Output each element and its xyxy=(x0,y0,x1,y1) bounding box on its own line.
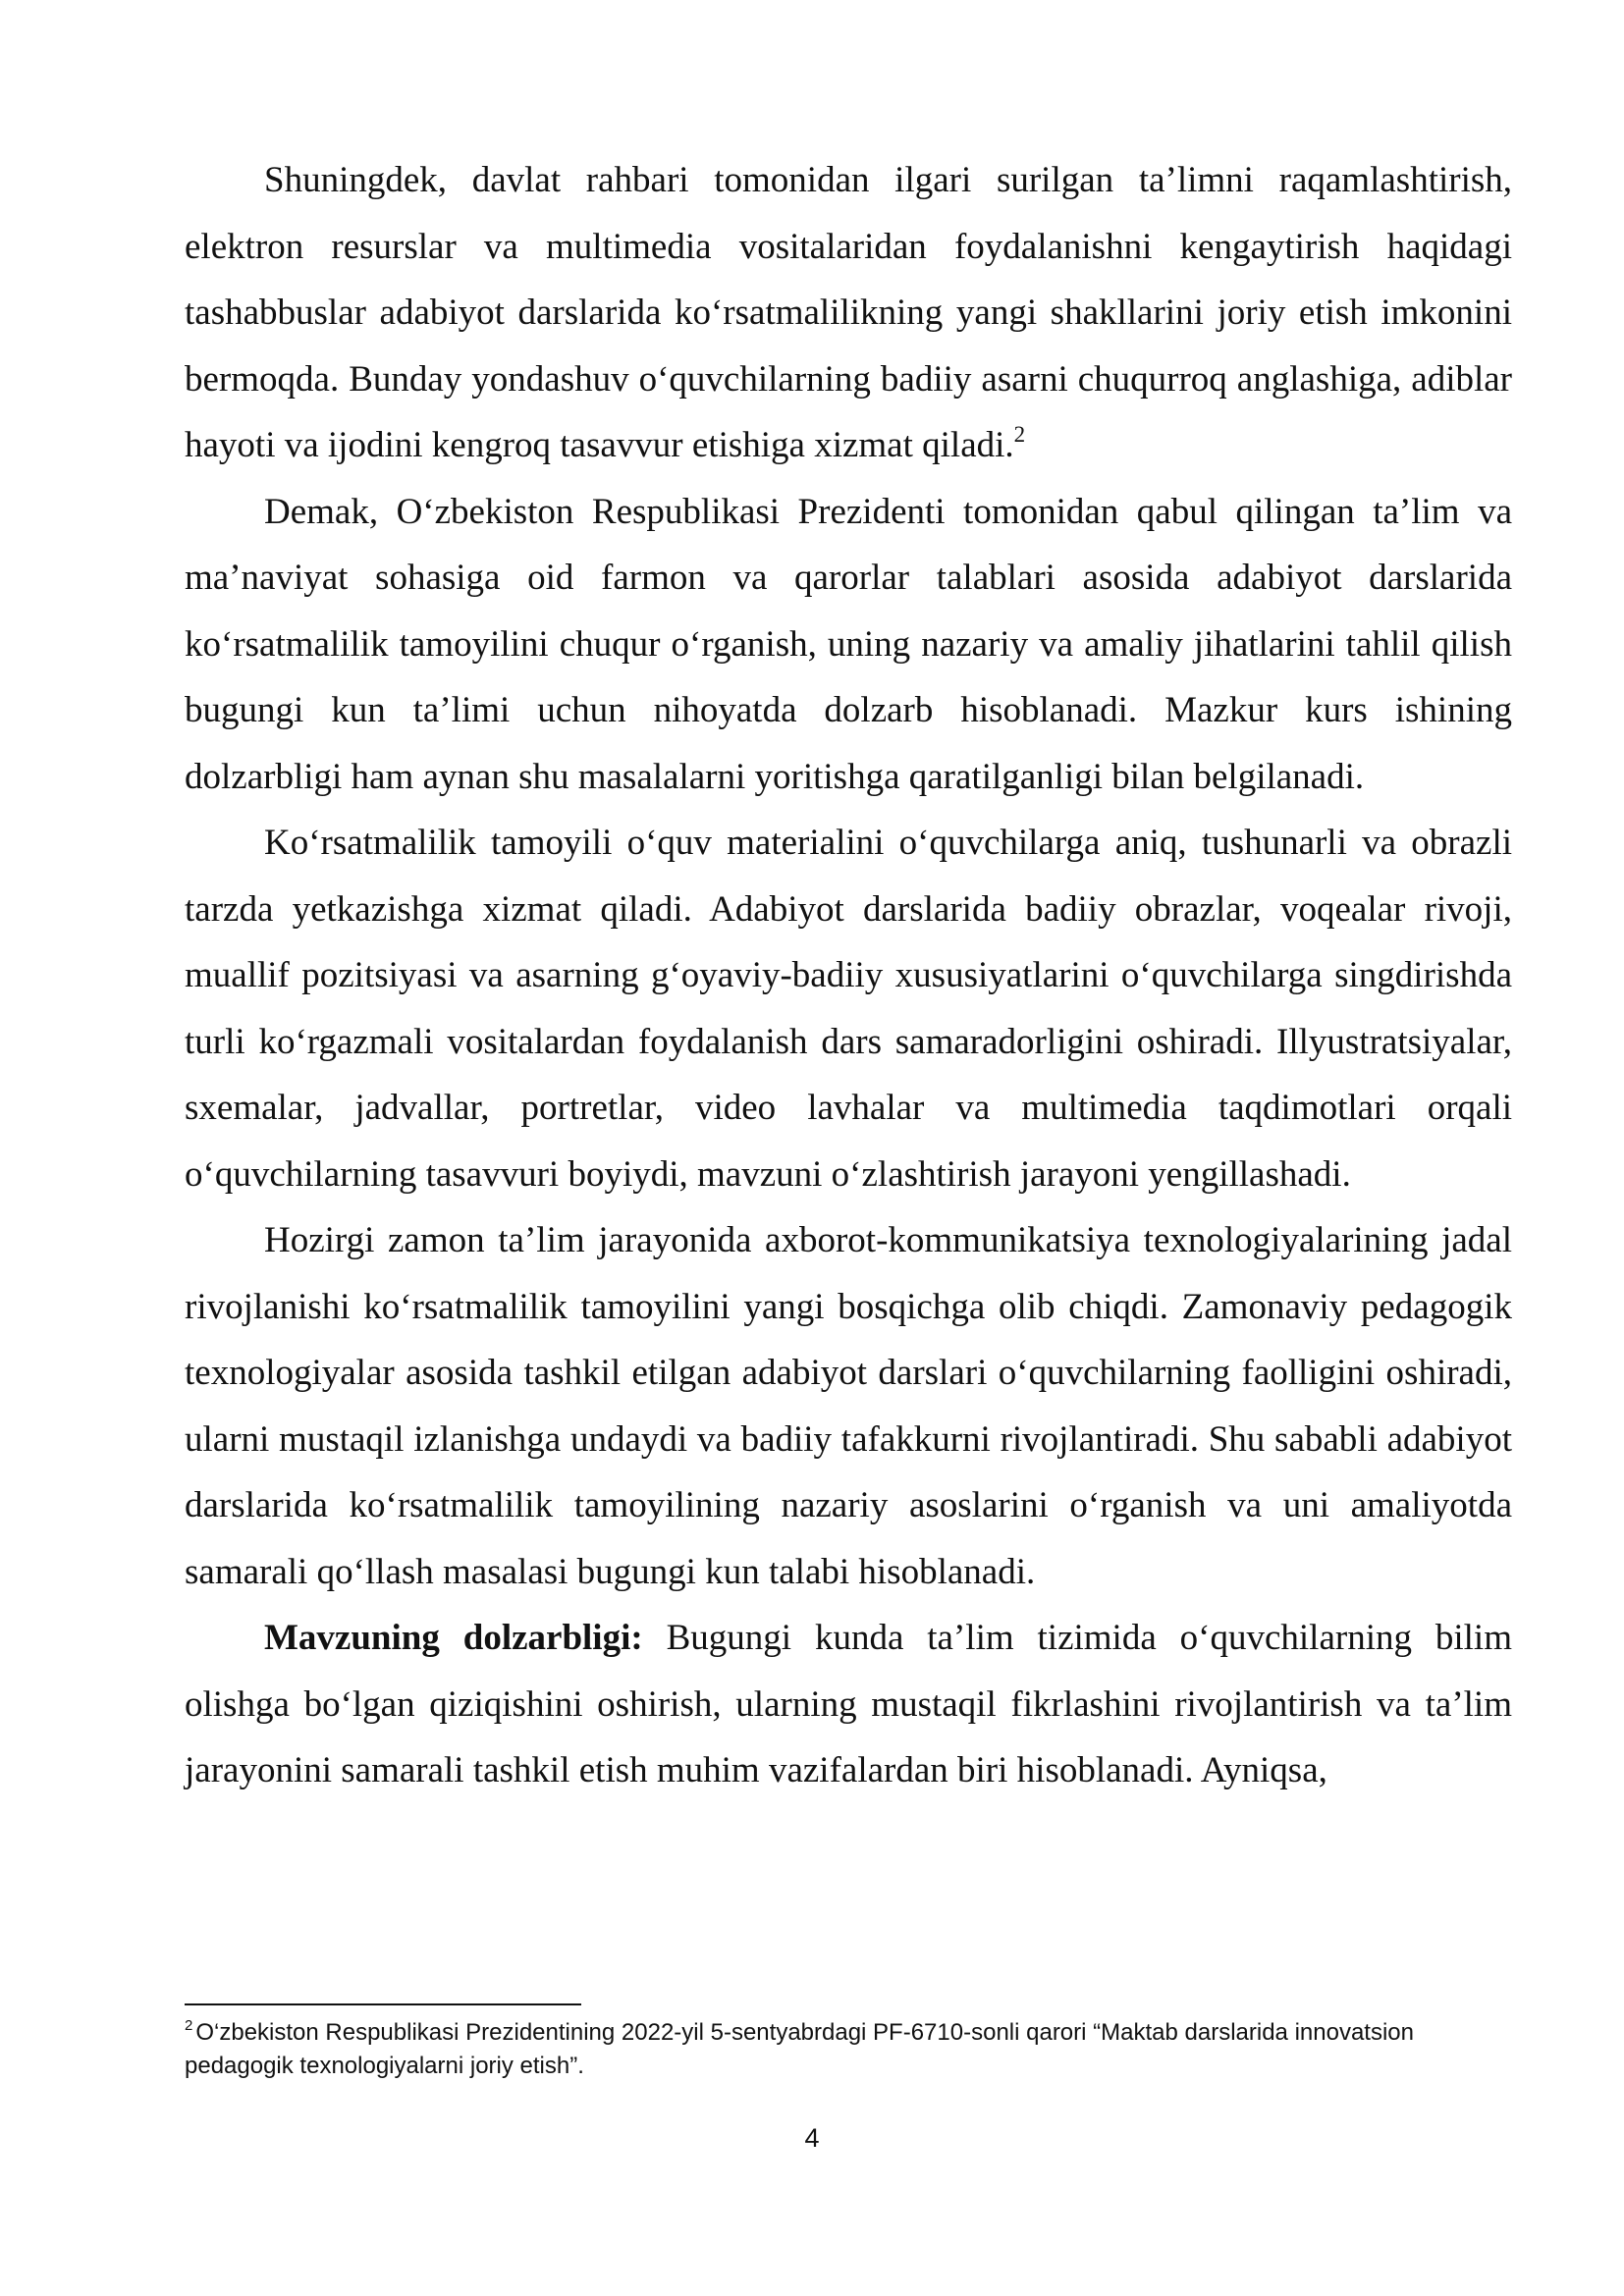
footnote-text: O‘zbekiston Respublikasi Prezidentining 2022-yil 5-sentyabrdagi PF-6710-sonli qarori “Maktab darslarida innovatsion pedagogik texnologiyalarni joriy etish”. xyxy=(185,2019,1414,2079)
footnote-separator xyxy=(185,2003,581,2005)
paragraph-1-text: Shuningdek, davlat rahbari tomonidan ilgari surilgan ta’limni raqamlashtirish, elektron resurslar va multimedia vositalaridan foydalanishni kengaytirish haqidagi tashabbuslar adabiyot darslarida ko‘rsatmalilikning yangi shakllarini joriy etish imkonini bermoqda. Bunday yondashuv o‘quvchilarning badiiy asarni chuqurroq anglashiga, adiblar hayoti va ijodini kengroq tasavvur etishiga xizmat qiladi. xyxy=(185,160,1512,465)
paragraph-4-text: Hozirgi zamon ta’lim jarayonida axborot-kommunikatsiya texnologiyalarining jadal rivojlanishi ko‘rsatmalilik tamoyilini yangi bosqichga olib chiqdi. Zamonaviy pedagogik texnologiyalar asosida tashkil etilgan adabiyot darslari o‘quvchilarning faolligini oshiradi, ularni mustaqil izlanishga undaydi va badiiy tafakkurni rivojlantiradi. Shu sababli adabiyot darslarida ko‘rsatmalilik tamoyilining nazariy asoslarini o‘rganish va uni amaliyotda samarali qo‘llash masalasi bugungi kun talabi hisoblanadi. xyxy=(185,1220,1512,1592)
paragraph-5 xyxy=(185,1605,1512,1804)
paragraph-5-text: Bugungi kunda ta’lim tizimida o‘quvchilarning bilim olishga bo‘lgan qiziqishini oshirish, ularning mustaqil fikrlashini rivojlantirish va ta’lim jarayonini samarali tashkil etish muhim vazifalardan biri hisoblanadi. Ayniqsa, xyxy=(185,1618,1512,1790)
paragraph-3-text: Ko‘rsatmalilik tamoyili o‘quv materialini o‘quvchilarga aniq, tushunarli va obrazli tarzda yetkazishga xizmat qiladi. Adabiyot darslarida badiiy obrazlar, voqealar rivoji, muallif pozitsiyasi va asarning g‘oyaviy-badiiy xususiyatlarini o‘quvchilarga singdirishda turli ko‘rgazmali vositalardan foydalanish dars samaradorligini oshiradi. Illyustratsiyalar, sxemalar, jadvallar, portretlar, video lavhalar va multimedia taqdimotlari orqali o‘quvchilarning tasavvuri boyiydi, mavzuni o‘zlashtirish jarayoni yengillashadi. xyxy=(185,823,1512,1195)
paragraph-2 xyxy=(185,479,1512,811)
paragraph-2-text: Demak, O‘zbekiston Respublikasi Prezidenti tomonidan qabul qilingan ta’lim va ma’naviyat sohasiga oid farmon va qarorlar talablari asosida adabiyot darslarida ko‘rsatmalilik tamoyilini chuqur o‘rganish, uning nazariy va amaliy jihatlarini tahlil qilish bugungi kun ta’limi uchun nihoyatda dolzarb hisoblanadi. Mazkur kurs ishining dolzarbligi ham aynan shu masalalarni yoritishga qaratilganligi bilan belgilanadi. xyxy=(185,491,1512,797)
page-number: 4 xyxy=(804,2123,820,2153)
body-text xyxy=(185,147,1512,1804)
section-heading-relevance: Mavzuning dolzarbligi: xyxy=(264,1618,643,1658)
paragraph-4 xyxy=(185,1207,1512,1605)
footnote-number: 2 xyxy=(185,2017,193,2034)
footnote xyxy=(185,2016,1520,2083)
footnote-reference: 2 xyxy=(1013,422,1026,447)
paragraph-3 xyxy=(185,810,1512,1207)
paragraph-1 xyxy=(185,147,1512,479)
